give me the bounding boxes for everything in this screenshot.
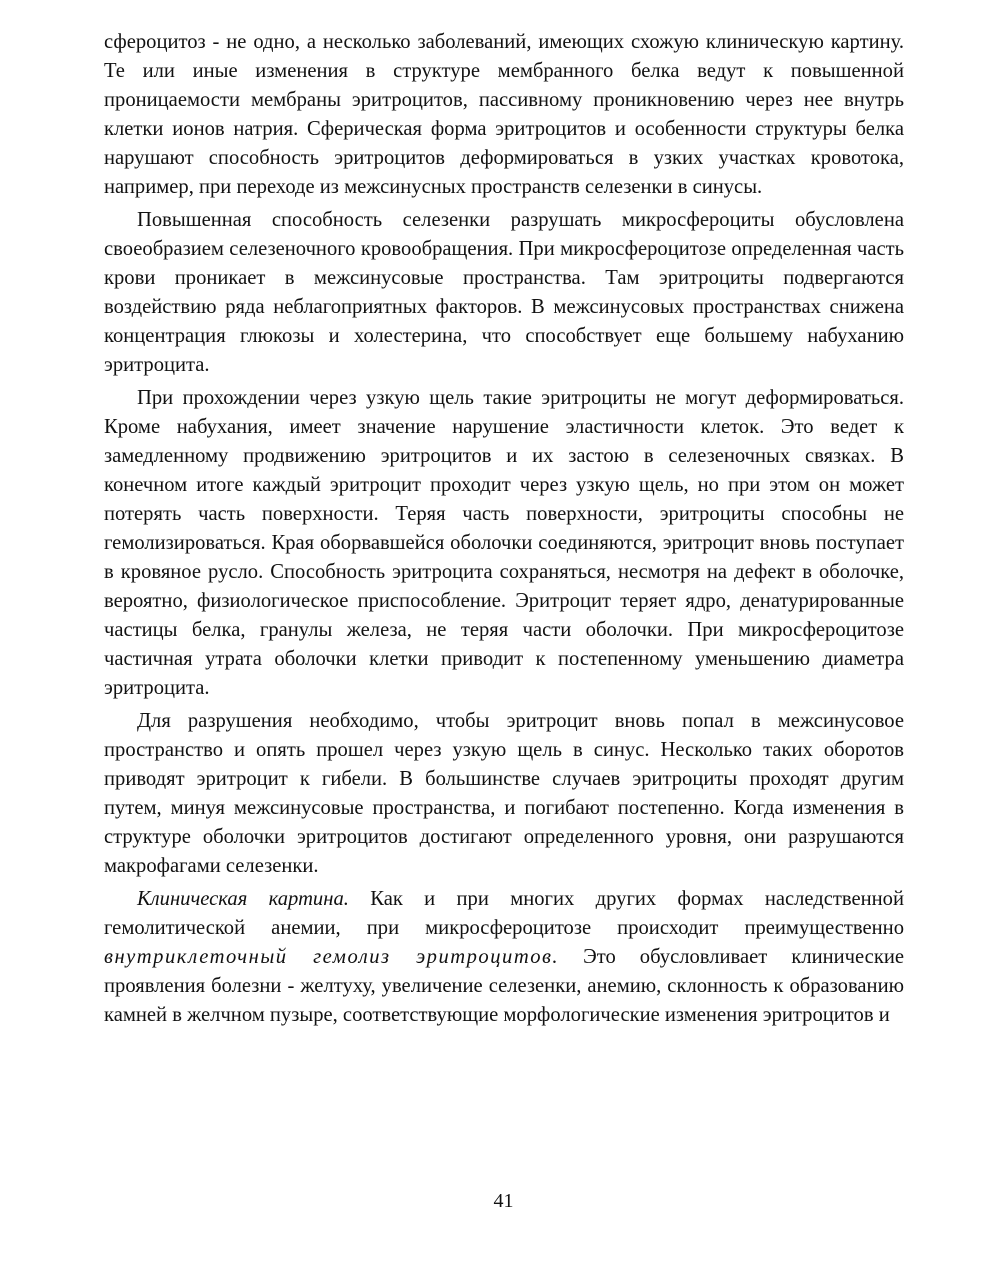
section-heading-italic: Клиническая картина. (137, 888, 349, 910)
document-body (104, 28, 904, 1030)
paragraph-2: Повышенная способность селезенки разрушать микросфероциты обусловлена своеобразием селезеночного кровообращения. При микросфероцитозе определенная часть крови проникает в межсинусовые пространства. Там эритроциты подвергаются воздействию ряда неблагоприятных факторов. В межсинусовых пространствах снижена концентрация глюкозы и холестерина, что способствует еще большему набуханию эритроцита. (104, 209, 904, 376)
paragraph-3: При прохождении через узкую щель такие эритроциты не могут деформироваться. Кроме набухания, имеет значение нарушение эластичности клеток. Это ведет к замедленному продвижению эритроцитов и их застою в селезеночных связках. В конечном итоге каждый эритроцит проходит через узкую щель, но при этом он может потерять часть поверхности. Теряя часть поверхности, эритроциты способны не гемолизироваться. Края оборвавшейся оболочки соединяются, эритроцит вновь поступает в кровяное русло. Способность эритроцита сохраняться, несмотря на дефект в оболочке, вероятно, физиологическое приспособление. Эритроцит теряет ядро, денатурированные частицы белка, гранулы железа, не теряя части оболочки. При микросфероцитозе частичная утрата оболочки клетки приводит к постепенному уменьшению диаметра эритроцита. (104, 387, 904, 699)
paragraph-4: Для разрушения необходимо, чтобы эритроцит вновь попал в межсинусовое пространство и опять прошел через узкую щель в синус. Несколько таких оборотов приводят эритроцит к гибели. В большинстве случаев эритроциты проходят другим путем, минуя межсинусовые пространства, и погибают постепенно. Когда изменения в структуре оболочки эритроцитов достигают определенного уровня, они разрушаются макрофагами селезенки. (104, 710, 904, 877)
paragraph-5-text-a: Как и при многих других формах наследственной гемолитической анемии, при микросфероцитозе происходит преимущественно (104, 888, 905, 939)
page-number: 41 (493, 1190, 514, 1212)
paragraph-5-text-b: Это обусловливает клинические проявления болезни - желтуху, увеличение селезенки, анемию, склонность к образованию камней в желчном пузыре, соответствующие морфологические изменения эритроцитов и (104, 946, 904, 1026)
paragraph-1: сфероцитоз - не одно, а несколько заболеваний, имеющих схожую клиническую картину. Те или иные изменения в структуре мембранного белка ведут к повышенной проницаемости мембраны эритроцитов, пассивному проникновению через нее внутрь клетки ионов натрия. Сферическая форма эритроцитов и особенности структуры белка нарушают способность эритроцитов деформироваться в узких участках кровотока, например, при переходе из межсинусных пространств селезенки в синусы. (104, 31, 904, 198)
paragraph-5 (104, 885, 904, 1030)
emphasis-spaced-italic: внутриклеточный гемолиз эритроцитов. (104, 946, 560, 968)
